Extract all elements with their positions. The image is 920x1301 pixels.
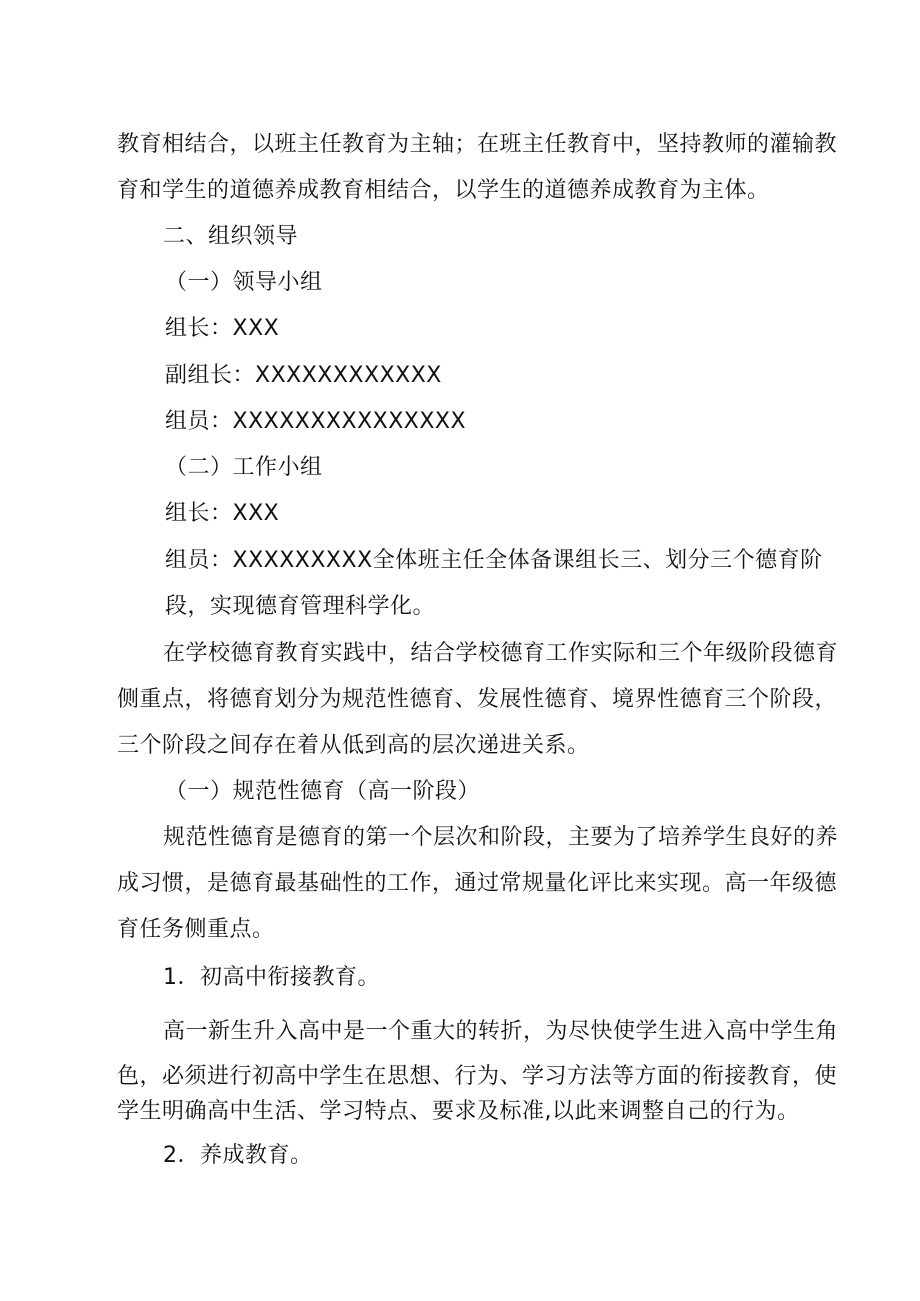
numbered-heading: 2．养成教育。 bbox=[163, 1143, 313, 1168]
numbered-heading: 1．初高中衔接教育。 bbox=[163, 965, 380, 990]
roster-line: 副组长：XXXXXXXXXXXX bbox=[165, 363, 442, 388]
section-heading: 二、组织领导 bbox=[163, 224, 299, 249]
paragraph-line: 三个阶段之间存在着从低到高的层次递进关系。 bbox=[117, 733, 590, 758]
paragraph-line: 育任务侧重点。 bbox=[117, 917, 275, 942]
roster-line: 组员：XXXXXXXXX全体班主任全体备课组长三、划分三个德育阶 bbox=[165, 548, 823, 573]
roster-line: 组长：XXX bbox=[165, 501, 280, 526]
paragraph-line: 色，必须进行初高中学生在思想、行为、学习方法等方面的衔接教育，使 bbox=[117, 1064, 838, 1089]
subsection-heading: （二）工作小组 bbox=[165, 455, 323, 480]
paragraph-line: 规范性德育是德育的第一个层次和阶段，主要为了培养学生良好的养 bbox=[163, 825, 839, 850]
paragraph-line: 高一新生升入高中是一个重大的转折，为尽快使学生进入高中学生角 bbox=[163, 1019, 839, 1044]
paragraph-line: 成习惯，是德育最基础性的工作，通过常规量化评比来实现。高一年级德 bbox=[117, 871, 838, 896]
paragraph-line: 学生明确高中生活、学习特点、要求及标准,以此来调整自己的行为。 bbox=[117, 1099, 800, 1124]
subsection-heading: （一）领导小组 bbox=[165, 270, 323, 295]
roster-line: 组长：XXX bbox=[165, 316, 280, 341]
paragraph-line: 在学校德育教育实践中，结合学校德育工作实际和三个年级阶段德育 bbox=[163, 641, 839, 666]
paragraph-line: 侧重点，将德育划分为规范性德育、发展性德育、境界性德育三个阶段， bbox=[117, 687, 838, 712]
paragraph-line: 教育相结合，以班主任教育为主轴；在班主任教育中，坚持教师的灌输教 bbox=[117, 132, 838, 157]
subsection-heading: （一）规范性德育（高一阶段） bbox=[165, 779, 481, 804]
roster-line: 组员：XXXXXXXXXXXXXXX bbox=[165, 409, 467, 434]
paragraph-line: 育和学生的道德养成教育相结合，以学生的道德养成教育为主体。 bbox=[117, 178, 770, 203]
paragraph-line: 段，实现德育管理科学化。 bbox=[165, 594, 436, 619]
